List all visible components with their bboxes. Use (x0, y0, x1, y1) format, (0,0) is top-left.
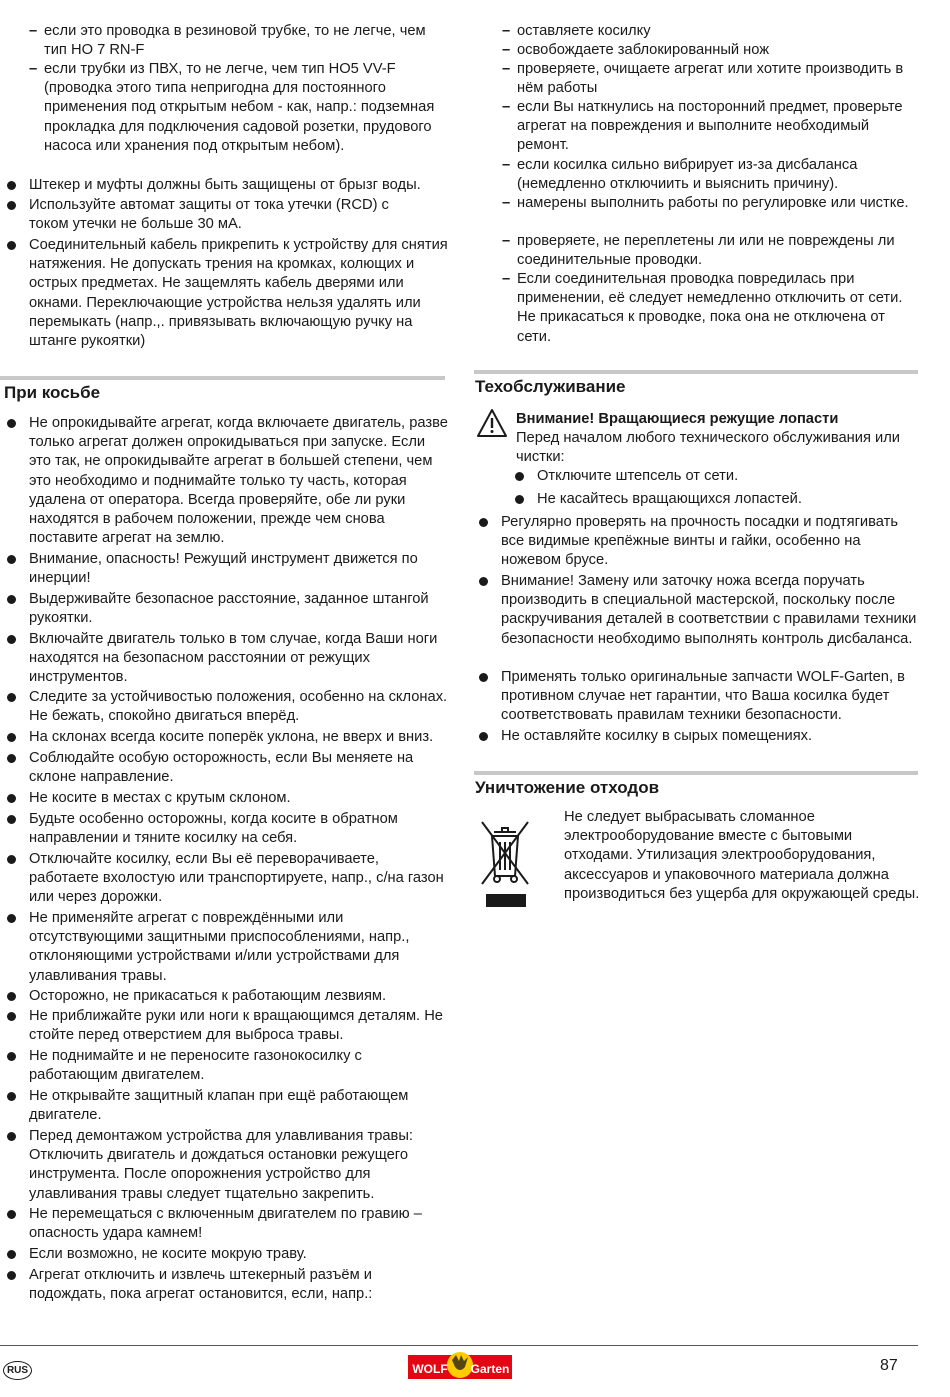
section-heading-maintenance: Техобслуживание (475, 377, 626, 396)
dash-item: – если косилка сильно вибрирует из-за дисбаланса (немедленно отключиить и выяснить причину). (517, 156, 920, 194)
bullet-item: Осторожно, не прикасаться к работающим лезвиям. (29, 987, 448, 1006)
bullet-item: Выдерживайте безопасное расстояние, заданное штангой рукоятки. (29, 590, 448, 628)
section-rule (474, 771, 918, 775)
bullet-item: Агрегат отключить и извлечь штекерный разъём и подождать, пока агрегат остановится, если, напр.: (29, 1266, 448, 1304)
disposal-text: Не следует выбрасывать сломанное электрооборудование вместе с бытовыми отходами. Утилизация электрооборудования, аксессуаров и упаковочного материала должна производиться без ущерба для окружающей среды. (564, 809, 920, 902)
bullet-item: Штекер и муфты должны быть защищены от брызг воды. (29, 176, 448, 195)
language-badge: RUS (3, 1361, 32, 1380)
dash-item: – оставляете косилку (517, 22, 920, 41)
bullet-item: Не приближайте руки или ноги к вращающимся деталям. Не стойте перед отверстием для выброса травы. (29, 1007, 448, 1045)
footer-rule (0, 1345, 918, 1346)
bullet-item: Внимание, опасность! Режущий инструмент движется по инерции! (29, 550, 448, 588)
warning-bullet: Отключите штепсель от сети. (537, 467, 920, 486)
bullet-item: Применять только оригинальные запчасти WOLF-Garten, в противном случае нет гарантии, что Ваша косилка будет соответствовать правилам техники безопасности. (501, 668, 920, 726)
bullet-item: Не открывайте защитный клапан при ещё работающем двигателе. (29, 1087, 448, 1125)
section-rule (474, 370, 918, 374)
warning-text: Перед началом любого технического обслуживания или чистки: (516, 430, 900, 466)
bullet-item: Внимание! Замену или заточку ножа всегда поручать производить в специальной мастерской, поскольку после раскручивания деталей в соответствии с правилами техники безопасности необходимо выполнять контроль дисбаланса. (501, 572, 920, 649)
logo-left-text: WOLF (412, 1362, 448, 1376)
crossed-bin-icon (478, 818, 532, 912)
dash-item: – Если соединительная проводка повредилась при применении, её следует немедленно отключить от сети. Не прикасаться к проводке, пока она не отключена от сети. (517, 270, 920, 347)
bullet-item: Не косите в местах с крутым склоном. (29, 789, 448, 808)
logo-right-text: Garten (470, 1362, 510, 1376)
bullet-item: Отключайте косилку, если Вы её переворачиваете, работаете вхолостую или транспортируете, напр., с/на газон или через дорожки. (29, 850, 448, 908)
bullet-item: Не применяйте агрегат с повреждёнными или отсутствующими защитными приспособлениями, напр., отклоняющими устройствами и/или устройствами для улавливания травы. (29, 909, 448, 986)
dash-item: – если трубки из ПВХ, то не легче, чем тип HO5 VV-F (проводка этого типа непригодна для постоянного применения под открытым небом - как, напр.: подземная прокладка для подключения садовой розетки, прудового насоса или хранения под открытым небом). (44, 60, 448, 156)
bullet-item: На склонах всегда косите поперёк уклона, не вверх и вниз. (29, 728, 448, 747)
dash-item: – проверяете, очищаете агрегат или хотите производить в нём работы (517, 60, 920, 98)
dash-item: – если это проводка в резиновой трубке, то не легче, чем тип HO 7 RN-F (44, 22, 448, 60)
bullet-item: Если возможно, не косите мокрую траву. (29, 1245, 448, 1264)
section-rule (0, 376, 445, 380)
warning-triangle-icon (476, 408, 508, 438)
bullet-item: Включайте двигатель только в том случае, когда Ваши ноги находятся на безопасном расстоянии от режущих инструментов. (29, 630, 448, 688)
bullet-item: Соблюдайте особую осторожность, если Вы меняете на склоне направление. (29, 749, 448, 787)
bullet-item: Не оставляйте косилку в сырых помещениях. (501, 727, 920, 746)
bullet-item: Регулярно проверять на прочность посадки и подтягивать все видимые крепёжные винты и гайки, особенно на ножевом брусе. (501, 513, 920, 571)
bullet-item: Не перемещаться с включенным двигателем по гравию – опасность удара камнем! (29, 1205, 448, 1243)
bullet-item: Перед демонтажом устройства для улавливания травы: Отключить двигатель и дождаться остановки режущего инструмента. После опорожнения устройство для улавливания травы следует тщательно закрепить. (29, 1127, 448, 1204)
bullet-item: Будьте особенно осторожны, когда косите в обратном направлении и тяните косилку на себя. (29, 810, 448, 848)
section-heading-disposal: Уничтожение отходов (475, 778, 660, 797)
section-heading-mowing: При косьбе (4, 383, 101, 402)
warning-title: Внимание! Вращающиеся режущие лопасти (516, 411, 839, 427)
dash-item: – освобождаете заблокированный нож (517, 41, 920, 60)
bullet-item: Не поднимайте и не переносите газонокосилку с работающим двигателем. (29, 1047, 448, 1085)
warning-bullet: Не касайтесь вращающихся лопастей. (537, 490, 920, 509)
dash-item: – проверяете, не переплетены ли или не повреждены ли соединительные проводки. (517, 232, 920, 270)
dash-item: – если Вы наткнулись на посторонний предмет, проверьте агрегат на повреждения и выполните необходимый ремонт. (517, 98, 920, 156)
wolf-garten-logo (408, 1352, 512, 1382)
bullet-item: Используйте автомат защиты от тока утечки (RCD) с током утечки не больше 30 мА. (29, 196, 429, 234)
bullet-item: Следите за устойчивостью положения, особенно на склонах. Не бежать, спокойно двигаться вперёд. (29, 688, 448, 726)
dash-item: – намерены выполнить работы по регулировке или чистке. (517, 194, 920, 213)
bullet-item: Соединительный кабель прикрепить к устройству для снятия натяжения. Не допускать трения на кромках, колющих и острых предметах. Не защемлять кабель дверями или окнами. Переключающие устройства нельзя удалять или перемыкать (напр.,. привязывать включающую ручку на штанге рукоятки) (29, 236, 448, 351)
page-number: 87 (880, 1357, 898, 1374)
bullet-item: Не опрокидывайте агрегат, когда включаете двигатель, разве только агрегат должен опрокидываться при запуске. Если это так, не опрокидывайте агрегат в большей степени, чем это необходимо и поднимайте только ту часть, которая удалена от оператора. Всегда проверяйте, обе ли руки находятся в рабочем положении, прежде чем снова поставите агрегат на землю. (29, 414, 448, 548)
